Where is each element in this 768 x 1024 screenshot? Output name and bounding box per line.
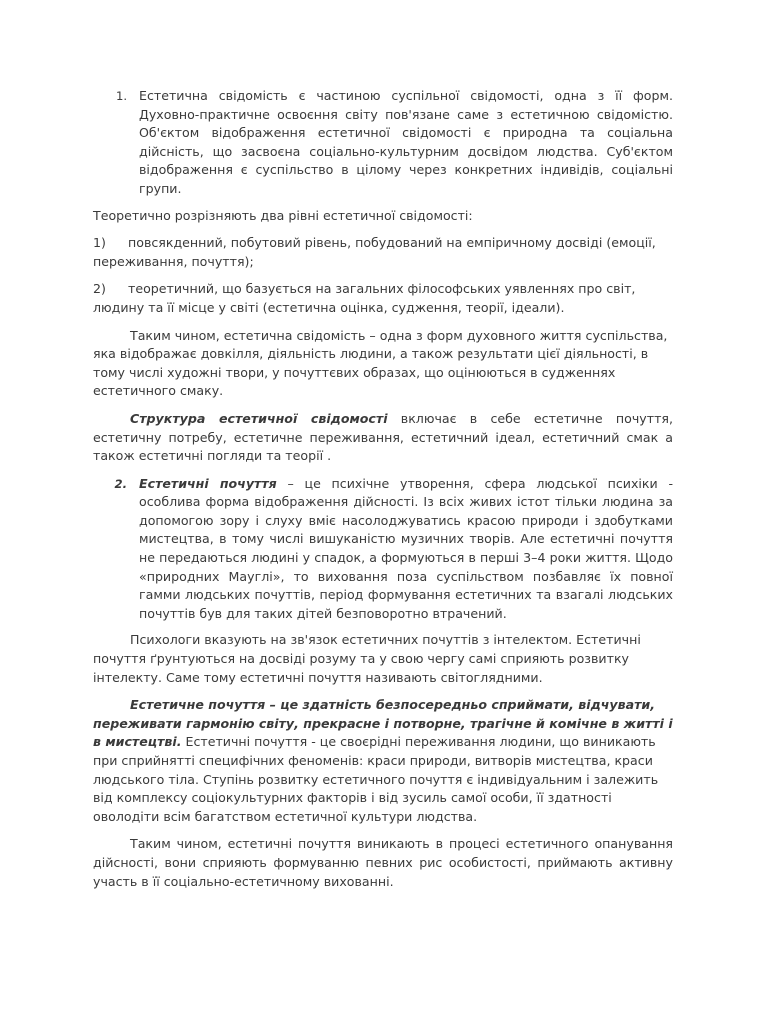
paragraph-thus-1: Таким чином, естетична свідомість – одна з форм духовного життя суспільства, яка відображає довкілля, діяльність людини, а також результати цієї діяльності, в тому числі художні твори, у почуттєвих образах, що оцінюються в судженнях естетичного смаку. xyxy=(93,327,668,399)
document-body xyxy=(93,87,673,891)
numbered-item-1 xyxy=(93,87,673,199)
level-1-marker: 1) xyxy=(93,235,106,251)
structure-text: включає в себе естетичне почуття, естетичну потребу, естетичне переживання, естетичний ідеал, естетичний смак а також естетичні погляди та теорії . xyxy=(93,410,673,464)
list-number: 2. xyxy=(114,476,127,491)
levels-intro: Теоретично розрізняють два рівні естетичної свідомості: xyxy=(93,207,473,223)
item-2-term: Естетичні почуття xyxy=(139,475,277,491)
level-2 xyxy=(93,280,673,317)
paragraph-psychologists: Психологи вказують на зв'язок естетичних почуттів з інтелектом. Естетичні почуття ґрунтуються на досвіді розуму та у свою чергу самі сприяють розвитку інтелекту. Саме тому естетичні почуття називають світоглядними. xyxy=(93,632,641,685)
list-number: 1. xyxy=(115,89,127,103)
definition-term: Естетичне почуття – це здатність безпосередньо сприймати, відчувати, переживати гармонію світу, прекрасне і потворне, трагічне й комічне в житті і в мистецтві. xyxy=(93,697,673,750)
level-2-marker: 2) xyxy=(93,281,106,297)
item-2-text xyxy=(139,475,673,624)
numbered-item-2 xyxy=(93,475,673,624)
level-1 xyxy=(93,234,673,271)
definition-text: Естетичні почуття - це своєрідні переживання людини, що виникають при сприйнятті специфічних феноменів: краси природи, витворів мистецтва, краси людського тіла. Ступінь розвитку естетичного почуття є індивідуальним і залежить від комплексу соціокультурних факторів і від зусиль самої особи, її здатності оволодіти всім багатством естетичної культури людства. xyxy=(93,734,659,824)
item-1-text: Естетична свідомість є частиною суспільної свідомості, одна з її форм. Духовно-практичне освоєння світу пов'язане саме з естетичною свідомістю. Об'єктом відображення естетичної свідомості є природна та соціальна дійсність, що засвоєна соціально-культурним досвідом людства. Суб'єктом відображення є суспільство в цілому через конкретних індивідів, соціальні групи. xyxy=(139,88,673,196)
paragraph-thus-2: Таким чином, естетичні почуття виникають в процесі естетичного опанування дійсності, вони сприяють формуванню певних рис особистості, приймають активну участь в її соціально-естетичному вихованні. xyxy=(93,836,673,889)
item-2-body: – це психічне утворення, сфера людської психіки - особлива форма відображення дійсності. Із всіх живих істот тільки людина за допомогою зору і слуху вміє насолоджуватись красою природи і здобутками мистецтва, в тому числі вишуканістю музичних творів. Але естетичні почуття не передаються людині у спадок, а формуються в перші 3–4 роки життя. Щодо «природних Мауглі», то виховання поза суспільством позбавляє їх повної гамми людських почуттів, період формування естетичних та взагалі людських почуттів був для таких дітей безповоротно втрачений. xyxy=(139,475,673,621)
paragraph-definition xyxy=(93,696,673,826)
level-2-text: теоретичний, що базується на загальних філософських уявленнях про світ, людину та її місце у світі (естетична оцінка, судження, теорії, ідеали). xyxy=(93,281,636,315)
level-1-text: повсякденний, побутовий рівень, побудований на емпіричному досвіді (емоції, переживання, почуття); xyxy=(93,235,656,269)
paragraph-structure xyxy=(93,410,673,466)
structure-term: Структура естетичної свідомості xyxy=(130,410,388,426)
